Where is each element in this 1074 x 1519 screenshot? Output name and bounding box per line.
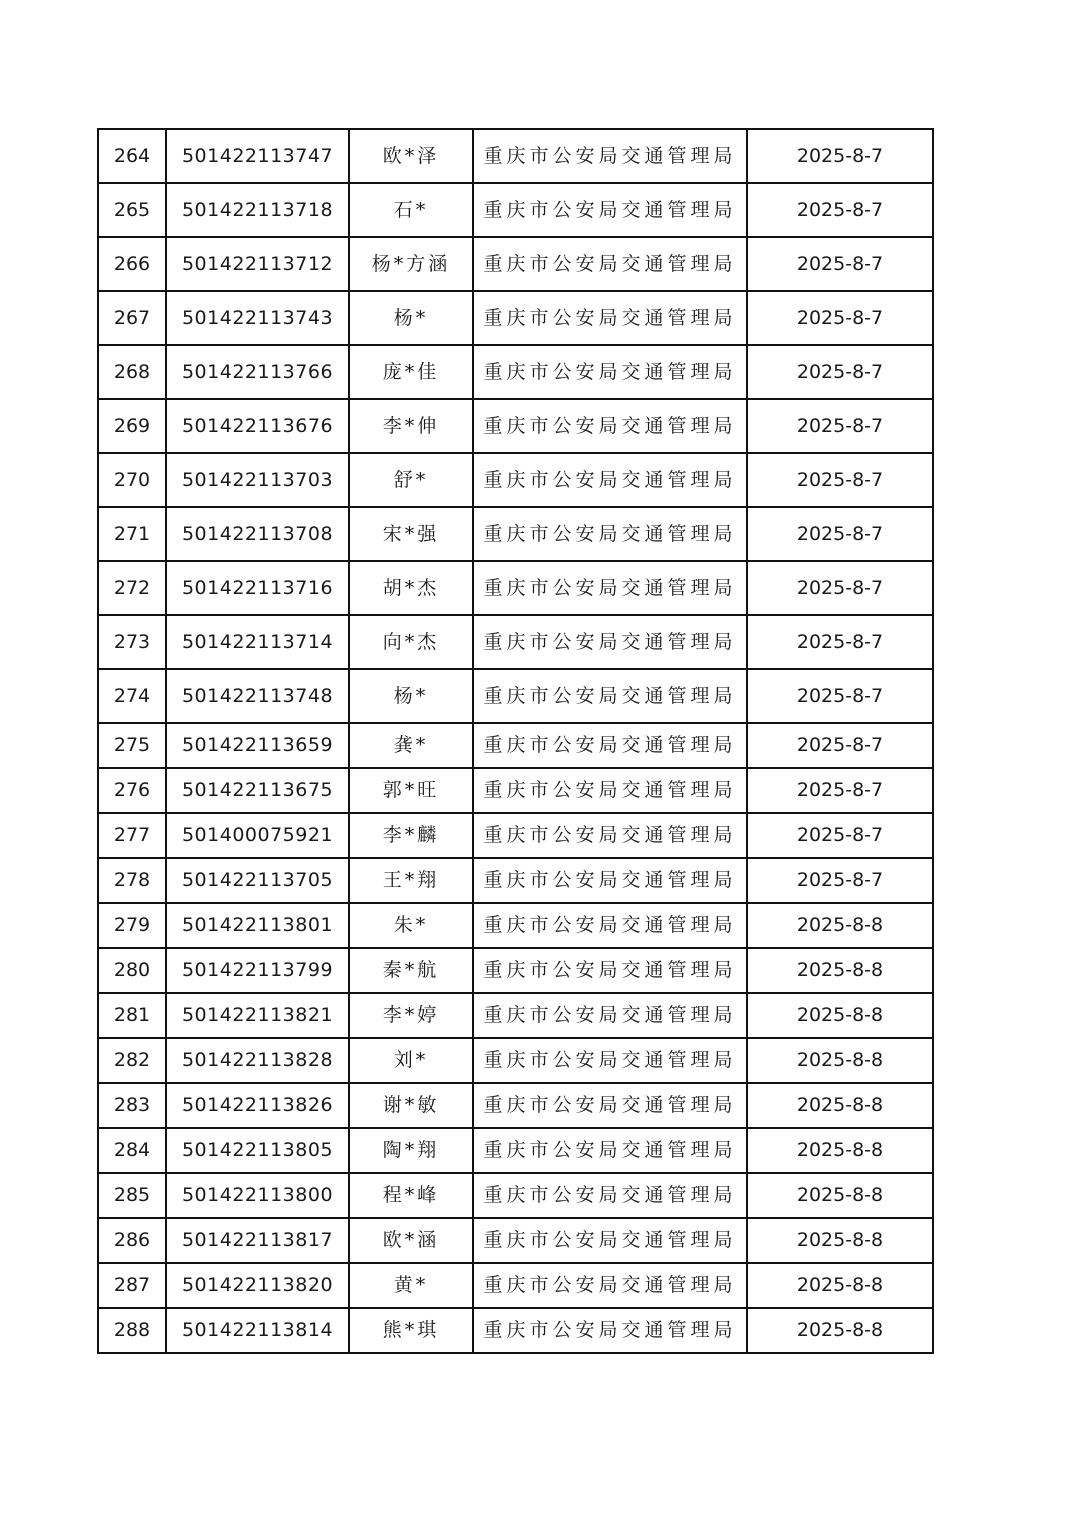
row-number-cell: 267 (98, 291, 166, 345)
table-row (98, 858, 933, 903)
table-row (98, 129, 933, 183)
organization-cell: 重庆市公安局交通管理局 (473, 237, 747, 291)
record-id-cell: 501400075921 (166, 813, 349, 858)
record-id-cell: 501422113718 (166, 183, 349, 237)
record-id-cell: 501422113712 (166, 237, 349, 291)
organization-cell: 重庆市公安局交通管理局 (473, 183, 747, 237)
record-id-cell: 501422113766 (166, 345, 349, 399)
table-row (98, 345, 933, 399)
table-row (98, 948, 933, 993)
record-id-cell: 501422113659 (166, 723, 349, 768)
person-name-cell: 向*杰 (349, 615, 473, 669)
row-number-cell: 284 (98, 1128, 166, 1173)
record-id-cell: 501422113708 (166, 507, 349, 561)
date-cell: 2025-8-8 (747, 1128, 933, 1173)
row-number-cell: 283 (98, 1083, 166, 1128)
date-cell: 2025-8-8 (747, 948, 933, 993)
row-number-cell: 282 (98, 1038, 166, 1083)
person-name-cell: 秦*航 (349, 948, 473, 993)
table-row (98, 1263, 933, 1308)
records-table-body (98, 129, 933, 1353)
date-cell: 2025-8-7 (747, 237, 933, 291)
table-row (98, 723, 933, 768)
record-id-cell: 501422113716 (166, 561, 349, 615)
person-name-cell: 杨*方涵 (349, 237, 473, 291)
organization-cell: 重庆市公安局交通管理局 (473, 453, 747, 507)
person-name-cell: 李*麟 (349, 813, 473, 858)
record-id-cell: 501422113747 (166, 129, 349, 183)
table-row (98, 1308, 933, 1353)
table-row (98, 813, 933, 858)
record-id-cell: 501422113805 (166, 1128, 349, 1173)
table-row (98, 903, 933, 948)
record-id-cell: 501422113743 (166, 291, 349, 345)
person-name-cell: 舒* (349, 453, 473, 507)
row-number-cell: 265 (98, 183, 166, 237)
record-id-cell: 501422113820 (166, 1263, 349, 1308)
record-id-cell: 501422113800 (166, 1173, 349, 1218)
date-cell: 2025-8-7 (747, 768, 933, 813)
organization-cell: 重庆市公安局交通管理局 (473, 615, 747, 669)
row-number-cell: 274 (98, 669, 166, 723)
row-number-cell: 285 (98, 1173, 166, 1218)
row-number-cell: 273 (98, 615, 166, 669)
date-cell: 2025-8-8 (747, 1038, 933, 1083)
row-number-cell: 288 (98, 1308, 166, 1353)
person-name-cell: 杨* (349, 291, 473, 345)
organization-cell: 重庆市公安局交通管理局 (473, 768, 747, 813)
date-cell: 2025-8-7 (747, 723, 933, 768)
person-name-cell: 黄* (349, 1263, 473, 1308)
organization-cell: 重庆市公安局交通管理局 (473, 948, 747, 993)
row-number-cell: 277 (98, 813, 166, 858)
row-number-cell: 280 (98, 948, 166, 993)
date-cell: 2025-8-7 (747, 669, 933, 723)
row-number-cell: 279 (98, 903, 166, 948)
row-number-cell: 268 (98, 345, 166, 399)
organization-cell: 重庆市公安局交通管理局 (473, 129, 747, 183)
record-id-cell: 501422113714 (166, 615, 349, 669)
organization-cell: 重庆市公安局交通管理局 (473, 1263, 747, 1308)
date-cell: 2025-8-7 (747, 813, 933, 858)
organization-cell: 重庆市公安局交通管理局 (473, 669, 747, 723)
table-row (98, 507, 933, 561)
person-name-cell: 杨* (349, 669, 473, 723)
person-name-cell: 欧*涵 (349, 1218, 473, 1263)
organization-cell: 重庆市公安局交通管理局 (473, 399, 747, 453)
date-cell: 2025-8-8 (747, 1083, 933, 1128)
person-name-cell: 程*峰 (349, 1173, 473, 1218)
person-name-cell: 朱* (349, 903, 473, 948)
person-name-cell: 郭*旺 (349, 768, 473, 813)
table-row (98, 615, 933, 669)
table-row (98, 561, 933, 615)
person-name-cell: 宋*强 (349, 507, 473, 561)
date-cell: 2025-8-7 (747, 345, 933, 399)
organization-cell: 重庆市公安局交通管理局 (473, 1308, 747, 1353)
table-row (98, 453, 933, 507)
record-id-cell: 501422113821 (166, 993, 349, 1038)
organization-cell: 重庆市公安局交通管理局 (473, 723, 747, 768)
table-row (98, 291, 933, 345)
date-cell: 2025-8-8 (747, 993, 933, 1038)
organization-cell: 重庆市公安局交通管理局 (473, 813, 747, 858)
record-id-cell: 501422113826 (166, 1083, 349, 1128)
table-row (98, 1083, 933, 1128)
record-id-cell: 501422113814 (166, 1308, 349, 1353)
organization-cell: 重庆市公安局交通管理局 (473, 1083, 747, 1128)
organization-cell: 重庆市公安局交通管理局 (473, 291, 747, 345)
date-cell: 2025-8-8 (747, 903, 933, 948)
date-cell: 2025-8-7 (747, 615, 933, 669)
record-id-cell: 501422113799 (166, 948, 349, 993)
record-id-cell: 501422113705 (166, 858, 349, 903)
row-number-cell: 266 (98, 237, 166, 291)
date-cell: 2025-8-7 (747, 291, 933, 345)
row-number-cell: 271 (98, 507, 166, 561)
record-id-cell: 501422113748 (166, 669, 349, 723)
organization-cell: 重庆市公安局交通管理局 (473, 1218, 747, 1263)
table-row (98, 669, 933, 723)
organization-cell: 重庆市公安局交通管理局 (473, 1128, 747, 1173)
date-cell: 2025-8-7 (747, 858, 933, 903)
record-id-cell: 501422113817 (166, 1218, 349, 1263)
row-number-cell: 272 (98, 561, 166, 615)
record-id-cell: 501422113801 (166, 903, 349, 948)
record-id-cell: 501422113828 (166, 1038, 349, 1083)
record-id-cell: 501422113675 (166, 768, 349, 813)
row-number-cell: 270 (98, 453, 166, 507)
person-name-cell: 龚* (349, 723, 473, 768)
row-number-cell: 269 (98, 399, 166, 453)
organization-cell: 重庆市公安局交通管理局 (473, 1038, 747, 1083)
organization-cell: 重庆市公安局交通管理局 (473, 345, 747, 399)
table-row (98, 768, 933, 813)
person-name-cell: 李*伸 (349, 399, 473, 453)
row-number-cell: 275 (98, 723, 166, 768)
records-table (97, 128, 934, 1354)
person-name-cell: 陶*翔 (349, 1128, 473, 1173)
date-cell: 2025-8-7 (747, 399, 933, 453)
row-number-cell: 281 (98, 993, 166, 1038)
record-id-cell: 501422113676 (166, 399, 349, 453)
table-row (98, 1038, 933, 1083)
table-row (98, 237, 933, 291)
organization-cell: 重庆市公安局交通管理局 (473, 1173, 747, 1218)
organization-cell: 重庆市公安局交通管理局 (473, 858, 747, 903)
table-row (98, 993, 933, 1038)
row-number-cell: 264 (98, 129, 166, 183)
table-row (98, 399, 933, 453)
person-name-cell: 王*翔 (349, 858, 473, 903)
person-name-cell: 刘* (349, 1038, 473, 1083)
person-name-cell: 李*婷 (349, 993, 473, 1038)
person-name-cell: 熊*琪 (349, 1308, 473, 1353)
row-number-cell: 286 (98, 1218, 166, 1263)
date-cell: 2025-8-7 (747, 183, 933, 237)
table-row (98, 1218, 933, 1263)
person-name-cell: 欧*泽 (349, 129, 473, 183)
date-cell: 2025-8-8 (747, 1308, 933, 1353)
date-cell: 2025-8-7 (747, 129, 933, 183)
date-cell: 2025-8-7 (747, 453, 933, 507)
person-name-cell: 胡*杰 (349, 561, 473, 615)
organization-cell: 重庆市公安局交通管理局 (473, 903, 747, 948)
table-row (98, 183, 933, 237)
record-id-cell: 501422113703 (166, 453, 349, 507)
person-name-cell: 谢*敏 (349, 1083, 473, 1128)
row-number-cell: 287 (98, 1263, 166, 1308)
date-cell: 2025-8-7 (747, 561, 933, 615)
date-cell: 2025-8-8 (747, 1263, 933, 1308)
organization-cell: 重庆市公安局交通管理局 (473, 561, 747, 615)
person-name-cell: 石* (349, 183, 473, 237)
organization-cell: 重庆市公安局交通管理局 (473, 993, 747, 1038)
person-name-cell: 庞*佳 (349, 345, 473, 399)
table-row (98, 1173, 933, 1218)
date-cell: 2025-8-8 (747, 1218, 933, 1263)
date-cell: 2025-8-7 (747, 507, 933, 561)
row-number-cell: 276 (98, 768, 166, 813)
row-number-cell: 278 (98, 858, 166, 903)
organization-cell: 重庆市公安局交通管理局 (473, 507, 747, 561)
table-row (98, 1128, 933, 1173)
date-cell: 2025-8-8 (747, 1173, 933, 1218)
